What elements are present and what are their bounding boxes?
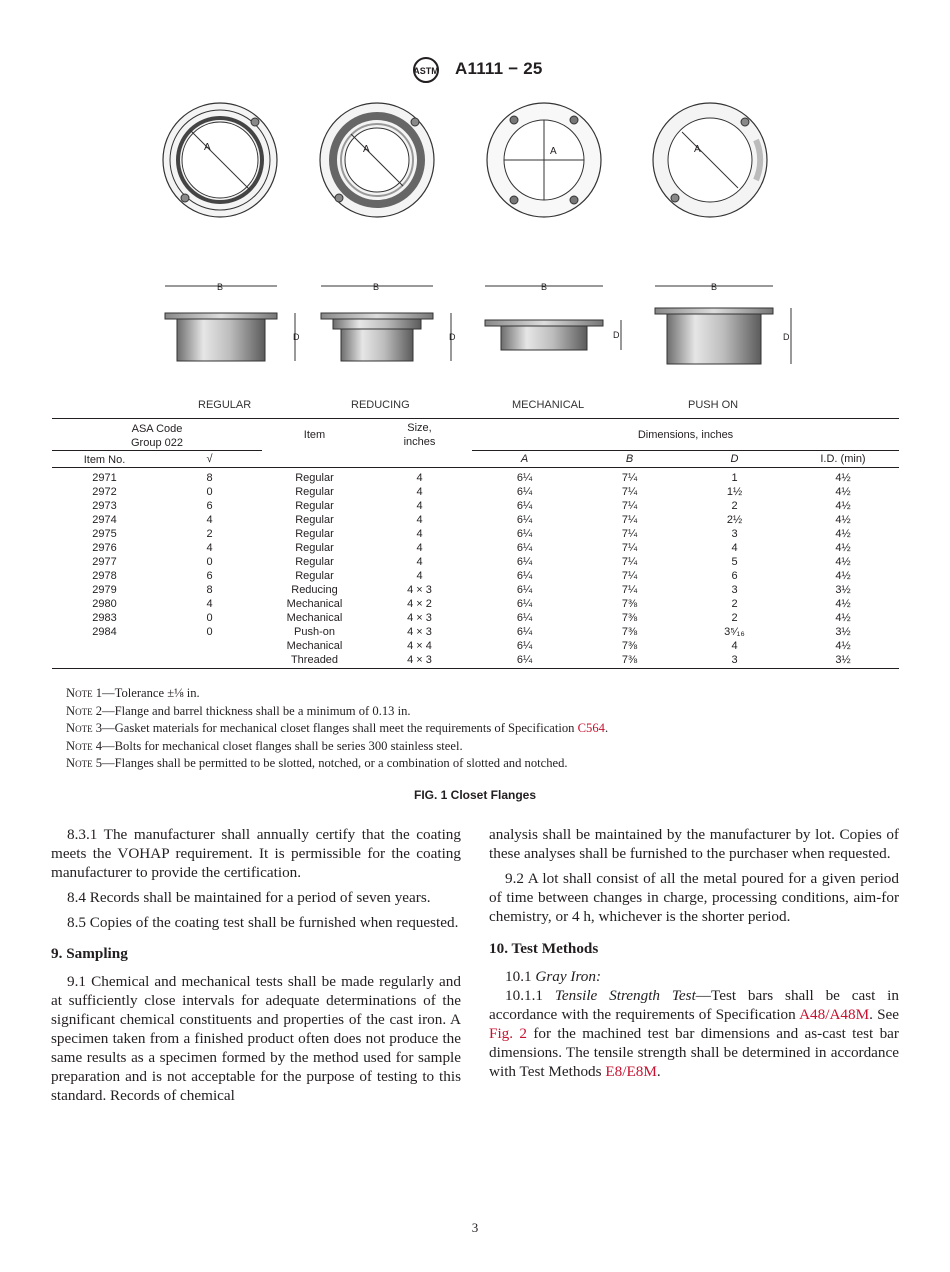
table-cell: 2½ bbox=[726, 514, 743, 526]
closet-flange-table bbox=[52, 418, 899, 669]
para-8-4: 8.4 Records shall be maintained for a period of seven years. bbox=[67, 889, 431, 906]
table-cell: Mechanical bbox=[286, 598, 343, 610]
table-cell: 6¼ bbox=[516, 486, 533, 498]
astm-logo-icon bbox=[408, 56, 448, 84]
table-cell: 6¼ bbox=[516, 542, 533, 554]
table-cell: Reducing bbox=[291, 584, 338, 596]
svg-text:A: A bbox=[363, 144, 370, 155]
table-cell: 1½ bbox=[726, 486, 743, 498]
table-cell: 0 bbox=[206, 486, 213, 498]
svg-text:A: A bbox=[204, 142, 211, 153]
plan-mechanical bbox=[487, 103, 601, 217]
note-1: Note 1—Tolerance ±⅛ in. bbox=[66, 686, 200, 700]
elev-regular bbox=[165, 282, 300, 361]
table-cell: 3½ bbox=[835, 584, 851, 596]
table-row bbox=[52, 597, 899, 611]
table-cell: 4 bbox=[206, 514, 213, 526]
table-cell: 4 × 3 bbox=[407, 626, 432, 638]
table-cell: 0 bbox=[206, 626, 213, 638]
table-cell: 3 bbox=[731, 584, 738, 596]
table-cell bbox=[52, 653, 157, 669]
table-cell: 4 bbox=[416, 556, 423, 568]
table-cell: 6¼ bbox=[516, 612, 533, 624]
table-cell: Regular bbox=[295, 542, 334, 554]
svg-text:B: B bbox=[217, 282, 224, 292]
table-row bbox=[52, 513, 899, 527]
header-size: Size, inches bbox=[367, 419, 472, 451]
table-cell: 7¼ bbox=[621, 528, 638, 540]
table-row bbox=[52, 527, 899, 541]
table-cell: Push-on bbox=[294, 626, 335, 638]
table-cell: 2977 bbox=[92, 556, 117, 568]
table-cell: 7¼ bbox=[621, 570, 638, 582]
table-cell: 4 bbox=[416, 514, 423, 526]
table-cell: 7⅜ bbox=[621, 640, 638, 652]
table-cell bbox=[157, 653, 262, 669]
table-cell: 4 × 4 bbox=[407, 640, 432, 652]
table-cell: 0 bbox=[206, 556, 213, 568]
table-cell: 6¼ bbox=[516, 598, 533, 610]
table-cell: 4 bbox=[731, 640, 738, 652]
table-row bbox=[52, 625, 899, 639]
table-cell: 4½ bbox=[835, 486, 851, 498]
table-cell: 2978 bbox=[92, 570, 117, 582]
table-cell: 2983 bbox=[92, 612, 117, 624]
note-3: Note 3—Gasket materials for mechanical closet flanges shall meet the requirements of Specification C564. bbox=[66, 721, 609, 736]
table-cell: 1 bbox=[731, 472, 738, 484]
label-mechanical: MECHANICAL bbox=[512, 399, 585, 411]
right-column bbox=[489, 825, 899, 1081]
table-cell: 2976 bbox=[92, 542, 117, 554]
table-cell: 4 × 3 bbox=[367, 653, 472, 669]
svg-text:D: D bbox=[613, 330, 620, 340]
table-cell: Threaded bbox=[262, 653, 367, 669]
table-cell: Regular bbox=[295, 570, 334, 582]
table-cell: Regular bbox=[295, 528, 334, 540]
svg-text:D: D bbox=[783, 332, 790, 342]
table-notes bbox=[66, 685, 906, 773]
table-cell: 6¼ bbox=[516, 472, 533, 484]
table-cell: Regular bbox=[295, 556, 334, 568]
table-cell bbox=[52, 639, 157, 653]
table-cell: 7⅜ bbox=[621, 598, 638, 610]
table-row bbox=[52, 485, 899, 499]
table-row bbox=[52, 468, 899, 486]
table-cell: 4 × 2 bbox=[407, 598, 432, 610]
header-col-id: I.D. (min) bbox=[787, 451, 899, 468]
table-cell: 4 bbox=[731, 542, 738, 554]
note-5: Note 5—Flanges shall be permitted to be slotted, notched, or a combination of slotted and notched. bbox=[66, 756, 568, 771]
table-cell: Mechanical bbox=[286, 640, 343, 652]
table-cell: 6¼ bbox=[516, 556, 533, 568]
table-cell: 3⁵⁄₁₆ bbox=[724, 626, 745, 638]
header-check: √ bbox=[157, 451, 262, 468]
table-cell: 4 bbox=[416, 500, 423, 512]
table-cell: 7¼ bbox=[621, 584, 638, 596]
figure-caption: FIG. 1 Closet Flanges bbox=[413, 788, 537, 802]
label-push-on: PUSH ON bbox=[688, 399, 739, 411]
table-row bbox=[52, 555, 899, 569]
table-cell: 0 bbox=[206, 612, 213, 624]
table-cell: 4 bbox=[416, 472, 423, 484]
header-col-a: A bbox=[472, 451, 577, 468]
table-cell: 2980 bbox=[92, 598, 117, 610]
table-cell: 6¼ bbox=[516, 528, 533, 540]
elev-reducing bbox=[321, 282, 456, 361]
table-cell: 4½ bbox=[835, 472, 851, 484]
table-row bbox=[52, 499, 899, 513]
table-cell bbox=[157, 639, 262, 653]
page-header bbox=[0, 56, 950, 84]
link-fig2[interactable]: Fig. 2 bbox=[489, 1025, 527, 1042]
svg-text:A: A bbox=[550, 146, 557, 157]
table-cell: 4 bbox=[416, 528, 423, 540]
svg-text:D: D bbox=[293, 332, 300, 342]
table-cell: 2973 bbox=[92, 500, 117, 512]
header-col-d: D bbox=[682, 451, 787, 468]
table-cell: 3½ bbox=[787, 653, 899, 669]
logo-text: ASTM bbox=[413, 66, 439, 76]
table-cell: 4½ bbox=[835, 500, 851, 512]
table-cell: 6¼ bbox=[516, 514, 533, 526]
table-cell: 6¼ bbox=[516, 640, 533, 652]
table-cell: 6 bbox=[731, 570, 738, 582]
table-row bbox=[52, 611, 899, 625]
table-cell: 7¼ bbox=[621, 542, 638, 554]
table-cell: 4 bbox=[416, 486, 423, 498]
table-cell: 4½ bbox=[835, 640, 851, 652]
table-cell: 2975 bbox=[92, 528, 117, 540]
link-a48[interactable]: A48/A48M bbox=[799, 1006, 870, 1023]
table-row bbox=[52, 653, 899, 669]
table-cell: 7¼ bbox=[621, 472, 638, 484]
para-10-1-1: 10.1.1 Tensile Strength Test—Test bars shall be cast in accordance with the requirements of Specification A48/A48M. See Fig. 2 for the machined test bar dimensions and as-cast test bar dimensions. The tensile strength shall be determined in accordance with Test Methods E8/E8M. bbox=[489, 987, 899, 1080]
table-cell: 8 bbox=[206, 584, 213, 596]
link-c564[interactable]: C564 bbox=[577, 721, 605, 736]
para-9-1-cont: analysis shall be maintained by the manufacturer by lot. Copies of these analyses shall be furnished to the purchaser when requested. bbox=[489, 826, 899, 862]
table-cell: Regular bbox=[295, 514, 334, 526]
table-cell: 7¼ bbox=[621, 514, 638, 526]
table-cell: 4 bbox=[206, 598, 213, 610]
table-cell: 7¼ bbox=[621, 556, 638, 568]
table-cell: 4 × 3 bbox=[407, 584, 432, 596]
table-cell: 2 bbox=[206, 528, 213, 540]
table-cell: 2 bbox=[731, 500, 738, 512]
table-cell: 7¼ bbox=[621, 500, 638, 512]
plan-regular bbox=[163, 103, 277, 217]
table-cell: 4½ bbox=[835, 556, 851, 568]
table-cell: 4½ bbox=[835, 528, 851, 540]
elev-mechanical bbox=[485, 282, 621, 350]
table-cell: 4 × 3 bbox=[407, 612, 432, 624]
table-cell: 2984 bbox=[92, 626, 117, 638]
table-cell: 3 bbox=[731, 528, 738, 540]
table-cell: 6¼ bbox=[516, 626, 533, 638]
table-cell: 4 bbox=[416, 570, 423, 582]
table-cell: 4½ bbox=[835, 514, 851, 526]
table-cell: 7⅜ bbox=[621, 626, 638, 638]
left-column bbox=[51, 825, 461, 1105]
note-2: Note 2—Flange and barrel thickness shall be a minimum of 0.13 in. bbox=[66, 703, 411, 718]
standard-designation: A1111 − 25 bbox=[455, 59, 543, 78]
table-cell: 2972 bbox=[92, 486, 117, 498]
table-cell: Regular bbox=[295, 472, 334, 484]
header-item-no: Item No. bbox=[52, 451, 157, 468]
table-cell: 2974 bbox=[92, 514, 117, 526]
table-body bbox=[52, 468, 899, 669]
header-dimensions: Dimensions, inches bbox=[472, 419, 899, 451]
table-cell: 4½ bbox=[835, 598, 851, 610]
table-row bbox=[52, 541, 899, 555]
svg-text:B: B bbox=[711, 282, 718, 292]
table-cell: 2971 bbox=[92, 472, 117, 484]
table-cell: 4 bbox=[416, 542, 423, 554]
note-4: Note 4—Bolts for mechanical closet flanges shall be series 300 stainless steel. bbox=[66, 738, 463, 753]
para-8-5: 8.5 Copies of the coating test shall be furnished when requested. bbox=[67, 914, 459, 931]
svg-text:B: B bbox=[541, 282, 548, 292]
svg-text:D: D bbox=[449, 332, 456, 342]
svg-text:A: A bbox=[694, 144, 701, 155]
table-cell: 7⅜ bbox=[621, 612, 638, 624]
table-cell: Regular bbox=[295, 486, 334, 498]
table-cell: 8 bbox=[206, 472, 213, 484]
plan-reducing bbox=[320, 103, 434, 217]
table-cell: 4½ bbox=[835, 542, 851, 554]
table-cell: 6¼ bbox=[516, 500, 533, 512]
heading-test-methods: 10. Test Methods bbox=[489, 940, 599, 957]
para-9-2: 9.2 A lot shall consist of all the metal poured for a given period of time between changes in charge, processing conditions, aim-for chemistry, or 4 h, whichever is the shorter period. bbox=[489, 870, 899, 925]
table-row bbox=[52, 639, 899, 653]
svg-text:B: B bbox=[373, 282, 380, 292]
table-cell: 6¼ bbox=[516, 584, 533, 596]
table-cell: Mechanical bbox=[286, 612, 343, 624]
table-cell: 3 bbox=[682, 653, 787, 669]
para-9-1: 9.1 Chemical and mechanical tests shall be made regularly and at sufficiently close intervals for adequate determinations of the significant chemical constituents and properties of the cast iron. A specimen taken from a finished product often does not produce the same results as a specimen formed by the method used for sample preparation and is not acceptable for the purpose of testing to this standard. Records of chemical bbox=[51, 973, 461, 1104]
table-cell: 2 bbox=[731, 598, 738, 610]
table-cell: 4½ bbox=[835, 570, 851, 582]
page-number: 3 bbox=[471, 1220, 479, 1235]
table-cell: 5 bbox=[731, 556, 738, 568]
table-cell: 2 bbox=[731, 612, 738, 624]
table-cell: 7⅜ bbox=[577, 653, 682, 669]
table-cell: 7¼ bbox=[621, 486, 638, 498]
table-row bbox=[52, 583, 899, 597]
header-col-b: B bbox=[577, 451, 682, 468]
plan-push-on bbox=[653, 103, 767, 217]
table-cell: 6¼ bbox=[472, 653, 577, 669]
table-cell: 3½ bbox=[835, 626, 851, 638]
para-8-3-1: 8.3.1 The manufacturer shall annually certify that the coating meets the VOHAP requirement. It is permissible for the coating manufacturer to provide the certification. bbox=[51, 826, 461, 881]
table-cell: Regular bbox=[295, 500, 334, 512]
header-item: Item bbox=[262, 419, 367, 451]
label-reducing: REDUCING bbox=[351, 399, 410, 411]
table-cell: 6 bbox=[206, 570, 213, 582]
closet-flange-figure bbox=[155, 98, 795, 418]
table-row bbox=[52, 569, 899, 583]
elev-push-on bbox=[655, 282, 791, 364]
table-cell: 4½ bbox=[835, 612, 851, 624]
para-10-1: 10.1 Gray Iron: bbox=[505, 968, 602, 985]
label-regular: REGULAR bbox=[198, 399, 252, 411]
table-cell: 6¼ bbox=[516, 570, 533, 582]
header-asa-code: ASA Code Group 022 bbox=[52, 419, 262, 451]
table-cell: 6 bbox=[206, 500, 213, 512]
link-e8[interactable]: E8/E8M bbox=[605, 1063, 657, 1080]
table-cell: 2979 bbox=[92, 584, 117, 596]
table-cell: 4 bbox=[206, 542, 213, 554]
heading-sampling: 9. Sampling bbox=[51, 945, 128, 962]
